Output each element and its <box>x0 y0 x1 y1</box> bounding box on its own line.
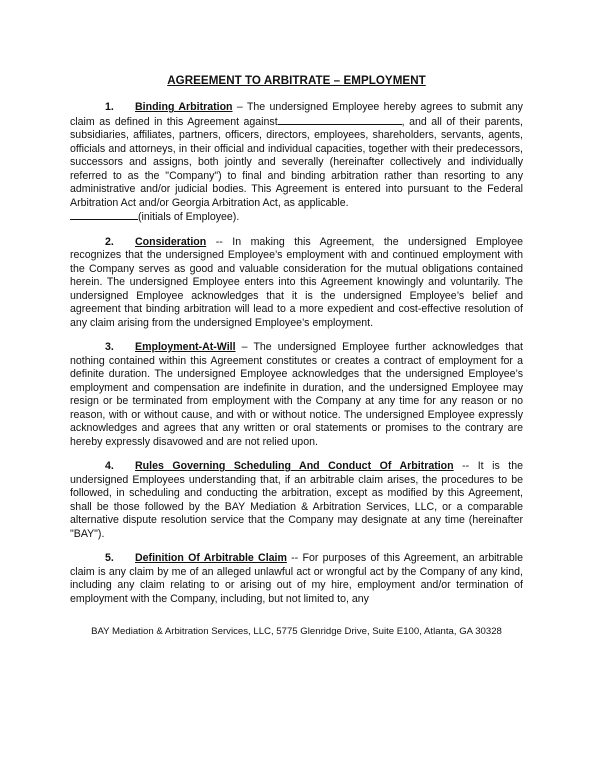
section-heading: Binding Arbitration <box>135 101 233 113</box>
section-consideration <box>70 236 523 331</box>
section-separator: -- <box>453 460 478 472</box>
section-number: 5. <box>105 552 114 564</box>
section-text: (initials of Employee). <box>138 211 240 223</box>
section-number: 2. <box>105 235 114 248</box>
section-separator: – <box>232 101 247 113</box>
section-text: The undersigned Employee hereby agrees to submit any claim as defined in this Agreement against <box>70 101 523 128</box>
section-text: It is the undersigned Employees understanding that, if an arbitrable claim arises, the procedures to be followed, in scheduling and conducting the arbitration, except as modified by this Agreement, shall be those followed by the BAY Mediation & Arbitration Services, LLC, or a comparable alternative dispute resolution service that the Company may designate at any time (hereinafter "BAY"). <box>70 460 523 540</box>
document-title: AGREEMENT TO ARBITRATE – EMPLOYMENT <box>167 74 426 87</box>
section-number: 4. <box>105 460 114 472</box>
section-number: 1. <box>105 101 114 113</box>
section-employment-at-will <box>70 341 523 449</box>
section-text: , and all of their parents, subsidiaries, affiliates, partners, officers, directors, employees, shareholders, servants, agents, officials and attorneys, in their official and individual capacities, together with their predecessors, successors and assigns, both jointly and severally (hereinafter collectively and individually referred to as the "Company") to final and binding arbitration rather than resorting to any administrative and/or judicial bodies. This Agreement is entered into pursuant to the Federal Arbitration Act and/or Georgia Arbitration Act, as applicable. <box>70 115 524 209</box>
section-text: In making this Agreement, the undersigned Employee recognizes that the undersigned Employee’s employment with and continued employment with the Company serves as good and valuable consideration for the mutual obligations contained herein. The undersigned Employee enters into this Agreement knowingly and voluntarily. The undersigned Employee acknowledges that it is the undersigned Employee’s belief and agreement that binding arbitration will lead to a more expedient and cost-effective resolution of any claim arising from the undersigned Employee’s employment. <box>70 235 523 329</box>
section-text: The undersigned Employee further acknowledges that nothing contained within this Agreement constitutes or creates a contract of employment for a definite duration. The undersigned Employee acknowledges that the undersigned Employee’s employment and compensation are indefinite in duration, and the undersigned Employee may resign or be terminated from employment with the Company at any time for any reason or no reason, with or without cause, and with or without notice. The undersigned Employee expressly acknowledges and agrees that any written or oral statements or promises to the contrary are hereby expressly disavowed and are not relied upon. <box>70 341 523 448</box>
section-separator: – <box>235 341 254 353</box>
section-separator: -- <box>206 235 233 248</box>
section-text: For purposes of this Agreement, an arbitrable claim is any claim by me of an alleged unlawful act or wrongful act by the Company of any kind, including any claim relating to or arising out of my hire, employment and/or termination of employment with the Company, including, but not limited to, any <box>70 552 523 605</box>
section-definition-of-arbitrable-claim <box>70 552 523 606</box>
section-number: 3. <box>105 341 114 353</box>
section-heading: Rules Governing Scheduling And Conduct Of Arbitration <box>135 460 454 472</box>
employee-initials-blank <box>70 210 138 220</box>
section-heading: Definition Of Arbitrable Claim <box>135 552 287 564</box>
page-footer: BAY Mediation & Arbitration Services, LLC, 5775 Glenridge Drive, Suite E100, Atlanta, GA 30328 <box>91 626 502 637</box>
section-separator: -- <box>286 552 303 564</box>
company-name-blank <box>278 115 402 125</box>
section-heading: Employment-At-Will <box>135 341 236 353</box>
section-binding-arbitration <box>70 101 523 225</box>
section-heading: Consideration <box>135 235 207 248</box>
section-rules-governing-arbitration <box>70 460 523 541</box>
